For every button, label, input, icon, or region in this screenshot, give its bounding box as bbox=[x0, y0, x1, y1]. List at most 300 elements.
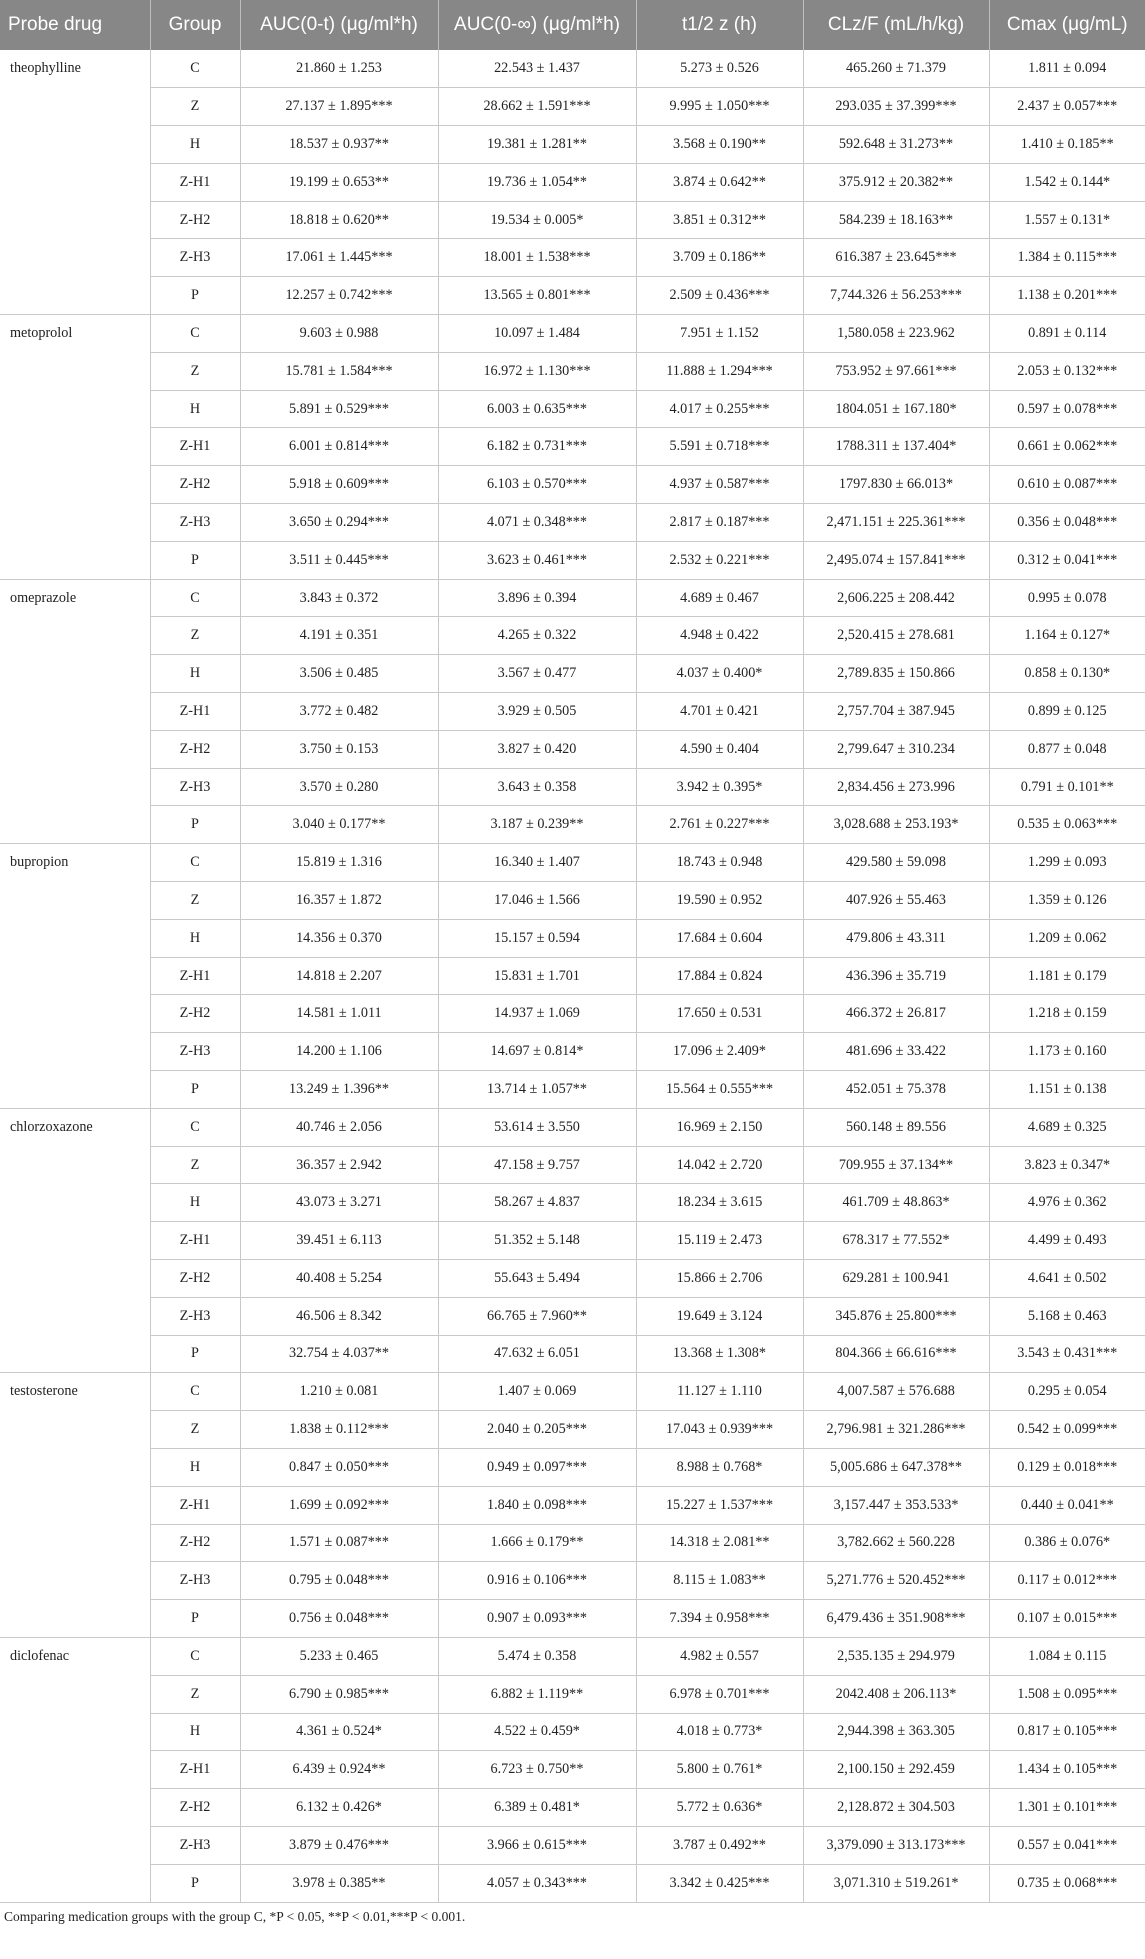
group-cell: P bbox=[150, 806, 240, 844]
table-row bbox=[0, 428, 1145, 466]
table-body bbox=[0, 50, 1145, 1902]
value-cell: 10.097 ± 1.484 bbox=[438, 315, 636, 353]
value-cell: 345.876 ± 25.800*** bbox=[803, 1297, 989, 1335]
value-cell: 0.995 ± 0.078 bbox=[989, 579, 1145, 617]
probe-drug-cell bbox=[0, 882, 150, 920]
probe-drug-cell bbox=[0, 1297, 150, 1335]
value-cell: 4.937 ± 0.587*** bbox=[636, 466, 803, 504]
group-cell: H bbox=[150, 1184, 240, 1222]
probe-drug-cell bbox=[0, 1033, 150, 1071]
table-row bbox=[0, 504, 1145, 542]
table-row bbox=[0, 617, 1145, 655]
value-cell: 2.437 ± 0.057*** bbox=[989, 88, 1145, 126]
value-cell: 1.164 ± 0.127* bbox=[989, 617, 1145, 655]
value-cell: 0.107 ± 0.015*** bbox=[989, 1600, 1145, 1638]
value-cell: 5,005.686 ± 647.378** bbox=[803, 1448, 989, 1486]
value-cell: 5,271.776 ± 520.452*** bbox=[803, 1562, 989, 1600]
value-cell: 66.765 ± 7.960** bbox=[438, 1297, 636, 1335]
value-cell: 3.187 ± 0.239** bbox=[438, 806, 636, 844]
table-row bbox=[0, 390, 1145, 428]
value-cell: 0.597 ± 0.078*** bbox=[989, 390, 1145, 428]
value-cell: 9.603 ± 0.988 bbox=[240, 315, 438, 353]
value-cell: 18.001 ± 1.538*** bbox=[438, 239, 636, 277]
value-cell: 11.127 ± 1.110 bbox=[636, 1373, 803, 1411]
value-cell: 1.557 ± 0.131* bbox=[989, 201, 1145, 239]
value-cell: 1.181 ± 0.179 bbox=[989, 957, 1145, 995]
value-cell: 3.874 ± 0.642** bbox=[636, 163, 803, 201]
table-row bbox=[0, 1448, 1145, 1486]
value-cell: 55.643 ± 5.494 bbox=[438, 1260, 636, 1298]
value-cell: 2042.408 ± 206.113* bbox=[803, 1675, 989, 1713]
value-cell: 2,789.835 ± 150.866 bbox=[803, 655, 989, 693]
group-cell: H bbox=[150, 919, 240, 957]
value-cell: 3.966 ± 0.615*** bbox=[438, 1826, 636, 1864]
probe-drug-cell bbox=[0, 1184, 150, 1222]
probe-drug-cell bbox=[0, 352, 150, 390]
value-cell: 1.359 ± 0.126 bbox=[989, 882, 1145, 920]
value-cell: 1,580.058 ± 223.962 bbox=[803, 315, 989, 353]
value-cell: 1788.311 ± 137.404* bbox=[803, 428, 989, 466]
value-cell: 1.301 ± 0.101*** bbox=[989, 1789, 1145, 1827]
value-cell: 7.394 ± 0.958*** bbox=[636, 1600, 803, 1638]
value-cell: 21.860 ± 1.253 bbox=[240, 50, 438, 88]
value-cell: 1.084 ± 0.115 bbox=[989, 1637, 1145, 1675]
probe-drug-cell bbox=[0, 126, 150, 164]
value-cell: 14.356 ± 0.370 bbox=[240, 919, 438, 957]
value-cell: 3.978 ± 0.385** bbox=[240, 1864, 438, 1902]
value-cell: 5.591 ± 0.718*** bbox=[636, 428, 803, 466]
value-cell: 17.684 ± 0.604 bbox=[636, 919, 803, 957]
table-row bbox=[0, 126, 1145, 164]
probe-drug-cell bbox=[0, 1222, 150, 1260]
value-cell: 51.352 ± 5.148 bbox=[438, 1222, 636, 1260]
value-cell: 0.795 ± 0.048*** bbox=[240, 1562, 438, 1600]
value-cell: 15.866 ± 2.706 bbox=[636, 1260, 803, 1298]
value-cell: 13.249 ± 1.396** bbox=[240, 1071, 438, 1109]
table-row bbox=[0, 957, 1145, 995]
value-cell: 1.151 ± 0.138 bbox=[989, 1071, 1145, 1109]
value-cell: 6.790 ± 0.985*** bbox=[240, 1675, 438, 1713]
value-cell: 2,471.151 ± 225.361*** bbox=[803, 504, 989, 542]
value-cell: 0.295 ± 0.054 bbox=[989, 1373, 1145, 1411]
group-cell: C bbox=[150, 1373, 240, 1411]
probe-drug-cell bbox=[0, 1071, 150, 1109]
value-cell: 293.035 ± 37.399*** bbox=[803, 88, 989, 126]
value-cell: 5.800 ± 0.761* bbox=[636, 1751, 803, 1789]
probe-drug-cell bbox=[0, 1260, 150, 1298]
value-cell: 3.896 ± 0.394 bbox=[438, 579, 636, 617]
value-cell: 3.942 ± 0.395* bbox=[636, 768, 803, 806]
table-row bbox=[0, 1675, 1145, 1713]
table-row bbox=[0, 1864, 1145, 1902]
table-row bbox=[0, 315, 1145, 353]
value-cell: 3.827 ± 0.420 bbox=[438, 730, 636, 768]
value-cell: 1.666 ± 0.179** bbox=[438, 1524, 636, 1562]
value-cell: 2,757.704 ± 387.945 bbox=[803, 693, 989, 731]
probe-drug-cell: chlorzoxazone bbox=[0, 1108, 150, 1146]
value-cell: 0.756 ± 0.048*** bbox=[240, 1600, 438, 1638]
value-cell: 1.410 ± 0.185** bbox=[989, 126, 1145, 164]
probe-drug-cell bbox=[0, 1751, 150, 1789]
group-cell: C bbox=[150, 844, 240, 882]
value-cell: 36.357 ± 2.942 bbox=[240, 1146, 438, 1184]
group-cell: Z bbox=[150, 1675, 240, 1713]
value-cell: 40.746 ± 2.056 bbox=[240, 1108, 438, 1146]
group-cell: P bbox=[150, 277, 240, 315]
value-cell: 19.381 ± 1.281** bbox=[438, 126, 636, 164]
value-cell: 0.356 ± 0.048*** bbox=[989, 504, 1145, 542]
value-cell: 6.978 ± 0.701*** bbox=[636, 1675, 803, 1713]
probe-drug-cell: bupropion bbox=[0, 844, 150, 882]
probe-drug-cell: metoprolol bbox=[0, 315, 150, 353]
group-cell: Z-H1 bbox=[150, 1486, 240, 1524]
value-cell: 3,028.688 ± 253.193* bbox=[803, 806, 989, 844]
probe-drug-cell bbox=[0, 1146, 150, 1184]
table-row bbox=[0, 1222, 1145, 1260]
value-cell: 4.982 ± 0.557 bbox=[636, 1637, 803, 1675]
value-cell: 15.819 ± 1.316 bbox=[240, 844, 438, 882]
value-cell: 4.701 ± 0.421 bbox=[636, 693, 803, 731]
table-row bbox=[0, 1637, 1145, 1675]
value-cell: 15.119 ± 2.473 bbox=[636, 1222, 803, 1260]
value-cell: 8.988 ± 0.768* bbox=[636, 1448, 803, 1486]
value-cell: 15.831 ± 1.701 bbox=[438, 957, 636, 995]
group-cell: P bbox=[150, 541, 240, 579]
table-row bbox=[0, 768, 1145, 806]
value-cell: 2,495.074 ± 157.841*** bbox=[803, 541, 989, 579]
value-cell: 560.148 ± 89.556 bbox=[803, 1108, 989, 1146]
group-cell: Z-H2 bbox=[150, 995, 240, 1033]
table-row bbox=[0, 1486, 1145, 1524]
value-cell: 436.396 ± 35.719 bbox=[803, 957, 989, 995]
value-cell: 17.043 ± 0.939*** bbox=[636, 1411, 803, 1449]
table-row bbox=[0, 844, 1145, 882]
value-cell: 479.806 ± 43.311 bbox=[803, 919, 989, 957]
group-cell: Z bbox=[150, 617, 240, 655]
table-row bbox=[0, 1146, 1145, 1184]
value-cell: 2,520.415 ± 278.681 bbox=[803, 617, 989, 655]
value-cell: 3.823 ± 0.347* bbox=[989, 1146, 1145, 1184]
probe-drug-cell bbox=[0, 957, 150, 995]
value-cell: 0.891 ± 0.114 bbox=[989, 315, 1145, 353]
value-cell: 14.818 ± 2.207 bbox=[240, 957, 438, 995]
group-cell: Z-H2 bbox=[150, 1260, 240, 1298]
table-row bbox=[0, 239, 1145, 277]
value-cell: 3.543 ± 0.431*** bbox=[989, 1335, 1145, 1373]
value-cell: 804.366 ± 66.616*** bbox=[803, 1335, 989, 1373]
value-cell: 2,799.647 ± 310.234 bbox=[803, 730, 989, 768]
probe-drug-cell bbox=[0, 428, 150, 466]
table-row bbox=[0, 1524, 1145, 1562]
value-cell: 18.818 ± 0.620** bbox=[240, 201, 438, 239]
probe-drug-cell: omeprazole bbox=[0, 579, 150, 617]
table-row bbox=[0, 1335, 1145, 1373]
value-cell: 53.614 ± 3.550 bbox=[438, 1108, 636, 1146]
value-cell: 375.912 ± 20.382** bbox=[803, 163, 989, 201]
value-cell: 4.641 ± 0.502 bbox=[989, 1260, 1145, 1298]
table-row bbox=[0, 1789, 1145, 1827]
value-cell: 4.499 ± 0.493 bbox=[989, 1222, 1145, 1260]
value-cell: 2.817 ± 0.187*** bbox=[636, 504, 803, 542]
value-cell: 2,834.456 ± 273.996 bbox=[803, 768, 989, 806]
value-cell: 584.239 ± 18.163** bbox=[803, 201, 989, 239]
probe-drug-cell bbox=[0, 1486, 150, 1524]
group-cell: Z-H2 bbox=[150, 730, 240, 768]
value-cell: 46.506 ± 8.342 bbox=[240, 1297, 438, 1335]
value-cell: 2.040 ± 0.205*** bbox=[438, 1411, 636, 1449]
probe-drug-cell bbox=[0, 655, 150, 693]
probe-drug-cell bbox=[0, 730, 150, 768]
group-cell: Z-H2 bbox=[150, 466, 240, 504]
value-cell: 0.661 ± 0.062*** bbox=[989, 428, 1145, 466]
value-cell: 18.537 ± 0.937** bbox=[240, 126, 438, 164]
value-cell: 0.535 ± 0.063*** bbox=[989, 806, 1145, 844]
value-cell: 1.508 ± 0.095*** bbox=[989, 1675, 1145, 1713]
probe-drug-cell bbox=[0, 201, 150, 239]
table-row bbox=[0, 919, 1145, 957]
value-cell: 3,379.090 ± 313.173*** bbox=[803, 1826, 989, 1864]
value-cell: 0.949 ± 0.097*** bbox=[438, 1448, 636, 1486]
value-cell: 4,007.587 ± 576.688 bbox=[803, 1373, 989, 1411]
value-cell: 17.884 ± 0.824 bbox=[636, 957, 803, 995]
value-cell: 3.843 ± 0.372 bbox=[240, 579, 438, 617]
value-cell: 19.649 ± 3.124 bbox=[636, 1297, 803, 1335]
group-cell: Z-H3 bbox=[150, 1033, 240, 1071]
value-cell: 13.368 ± 1.308* bbox=[636, 1335, 803, 1373]
value-cell: 0.557 ± 0.041*** bbox=[989, 1826, 1145, 1864]
table-row bbox=[0, 201, 1145, 239]
table-row bbox=[0, 1373, 1145, 1411]
value-cell: 1.138 ± 0.201*** bbox=[989, 277, 1145, 315]
group-cell: Z-H1 bbox=[150, 957, 240, 995]
value-cell: 40.408 ± 5.254 bbox=[240, 1260, 438, 1298]
group-cell: Z-H3 bbox=[150, 239, 240, 277]
header-cmax: Cmax (μg/mL) bbox=[989, 0, 1145, 50]
table-row bbox=[0, 579, 1145, 617]
group-cell: P bbox=[150, 1335, 240, 1373]
probe-drug-cell bbox=[0, 693, 150, 731]
value-cell: 2,535.135 ± 294.979 bbox=[803, 1637, 989, 1675]
value-cell: 6.003 ± 0.635*** bbox=[438, 390, 636, 428]
table-row bbox=[0, 882, 1145, 920]
value-cell: 16.357 ± 1.872 bbox=[240, 882, 438, 920]
value-cell: 4.948 ± 0.422 bbox=[636, 617, 803, 655]
group-cell: Z-H2 bbox=[150, 1789, 240, 1827]
group-cell: P bbox=[150, 1864, 240, 1902]
value-cell: 616.387 ± 23.645*** bbox=[803, 239, 989, 277]
value-cell: 18.743 ± 0.948 bbox=[636, 844, 803, 882]
probe-drug-cell bbox=[0, 239, 150, 277]
value-cell: 4.018 ± 0.773* bbox=[636, 1713, 803, 1751]
value-cell: 1.571 ± 0.087*** bbox=[240, 1524, 438, 1562]
value-cell: 2.509 ± 0.436*** bbox=[636, 277, 803, 315]
value-cell: 1.407 ± 0.069 bbox=[438, 1373, 636, 1411]
table-row bbox=[0, 693, 1145, 731]
value-cell: 0.847 ± 0.050*** bbox=[240, 1448, 438, 1486]
probe-drug-cell bbox=[0, 1335, 150, 1373]
value-cell: 15.564 ± 0.555*** bbox=[636, 1071, 803, 1109]
value-cell: 3,157.447 ± 353.533* bbox=[803, 1486, 989, 1524]
value-cell: 3.570 ± 0.280 bbox=[240, 768, 438, 806]
probe-drug-cell bbox=[0, 1826, 150, 1864]
value-cell: 753.952 ± 97.661*** bbox=[803, 352, 989, 390]
group-cell: Z-H1 bbox=[150, 1222, 240, 1260]
value-cell: 2,944.398 ± 363.305 bbox=[803, 1713, 989, 1751]
group-cell: Z-H2 bbox=[150, 1524, 240, 1562]
table-row bbox=[0, 1751, 1145, 1789]
value-cell: 466.372 ± 26.817 bbox=[803, 995, 989, 1033]
group-cell: H bbox=[150, 1448, 240, 1486]
value-cell: 3.709 ± 0.186** bbox=[636, 239, 803, 277]
probe-drug-cell bbox=[0, 504, 150, 542]
value-cell: 58.267 ± 4.837 bbox=[438, 1184, 636, 1222]
group-cell: C bbox=[150, 1637, 240, 1675]
value-cell: 15.781 ± 1.584*** bbox=[240, 352, 438, 390]
value-cell: 5.474 ± 0.358 bbox=[438, 1637, 636, 1675]
table-row bbox=[0, 466, 1145, 504]
value-cell: 5.891 ± 0.529*** bbox=[240, 390, 438, 428]
probe-drug-cell bbox=[0, 541, 150, 579]
value-cell: 4.265 ± 0.322 bbox=[438, 617, 636, 655]
probe-drug-cell bbox=[0, 768, 150, 806]
value-cell: 27.137 ± 1.895*** bbox=[240, 88, 438, 126]
value-cell: 17.046 ± 1.566 bbox=[438, 882, 636, 920]
group-cell: P bbox=[150, 1600, 240, 1638]
value-cell: 0.735 ± 0.068*** bbox=[989, 1864, 1145, 1902]
value-cell: 4.689 ± 0.467 bbox=[636, 579, 803, 617]
table-row bbox=[0, 163, 1145, 201]
value-cell: 6.439 ± 0.924** bbox=[240, 1751, 438, 1789]
table-row bbox=[0, 88, 1145, 126]
group-cell: H bbox=[150, 126, 240, 164]
value-cell: 5.168 ± 0.463 bbox=[989, 1297, 1145, 1335]
value-cell: 5.918 ± 0.609*** bbox=[240, 466, 438, 504]
table-row bbox=[0, 655, 1145, 693]
table-row bbox=[0, 541, 1145, 579]
value-cell: 592.648 ± 31.273** bbox=[803, 126, 989, 164]
header-clearance: CLz/F (mL/h/kg) bbox=[803, 0, 989, 50]
value-cell: 12.257 ± 0.742*** bbox=[240, 277, 438, 315]
value-cell: 13.714 ± 1.057** bbox=[438, 1071, 636, 1109]
value-cell: 0.117 ± 0.012*** bbox=[989, 1562, 1145, 1600]
probe-drug-cell bbox=[0, 390, 150, 428]
value-cell: 1804.051 ± 167.180* bbox=[803, 390, 989, 428]
group-cell: Z-H1 bbox=[150, 693, 240, 731]
value-cell: 14.042 ± 2.720 bbox=[636, 1146, 803, 1184]
probe-drug-cell bbox=[0, 466, 150, 504]
value-cell: 14.318 ± 2.081** bbox=[636, 1524, 803, 1562]
value-cell: 2.053 ± 0.132*** bbox=[989, 352, 1145, 390]
group-cell: Z bbox=[150, 882, 240, 920]
probe-drug-cell bbox=[0, 1713, 150, 1751]
value-cell: 429.580 ± 59.098 bbox=[803, 844, 989, 882]
value-cell: 3.750 ± 0.153 bbox=[240, 730, 438, 768]
probe-drug-cell bbox=[0, 1675, 150, 1713]
probe-drug-cell bbox=[0, 617, 150, 655]
header-probe-drug: Probe drug bbox=[0, 0, 150, 50]
probe-drug-cell bbox=[0, 1411, 150, 1449]
value-cell: 3.040 ± 0.177** bbox=[240, 806, 438, 844]
value-cell: 6.132 ± 0.426* bbox=[240, 1789, 438, 1827]
value-cell: 47.158 ± 9.757 bbox=[438, 1146, 636, 1184]
value-cell: 4.017 ± 0.255*** bbox=[636, 390, 803, 428]
group-cell: C bbox=[150, 315, 240, 353]
group-cell: Z-H1 bbox=[150, 428, 240, 466]
value-cell: 5.772 ± 0.636* bbox=[636, 1789, 803, 1827]
table-row bbox=[0, 1184, 1145, 1222]
value-cell: 17.650 ± 0.531 bbox=[636, 995, 803, 1033]
table-row bbox=[0, 1260, 1145, 1298]
value-cell: 1.811 ± 0.094 bbox=[989, 50, 1145, 88]
value-cell: 0.899 ± 0.125 bbox=[989, 693, 1145, 731]
value-cell: 2,796.981 ± 321.286*** bbox=[803, 1411, 989, 1449]
value-cell: 16.969 ± 2.150 bbox=[636, 1108, 803, 1146]
value-cell: 13.565 ± 0.801*** bbox=[438, 277, 636, 315]
probe-drug-cell bbox=[0, 163, 150, 201]
value-cell: 17.061 ± 1.445*** bbox=[240, 239, 438, 277]
group-cell: C bbox=[150, 1108, 240, 1146]
table-row bbox=[0, 1108, 1145, 1146]
value-cell: 0.312 ± 0.041*** bbox=[989, 541, 1145, 579]
table-row bbox=[0, 1600, 1145, 1638]
value-cell: 4.522 ± 0.459* bbox=[438, 1713, 636, 1751]
value-cell: 1.299 ± 0.093 bbox=[989, 844, 1145, 882]
value-cell: 15.227 ± 1.537*** bbox=[636, 1486, 803, 1524]
group-cell: Z bbox=[150, 1146, 240, 1184]
group-cell: H bbox=[150, 655, 240, 693]
value-cell: 461.709 ± 48.863* bbox=[803, 1184, 989, 1222]
value-cell: 0.610 ± 0.087*** bbox=[989, 466, 1145, 504]
value-cell: 7.951 ± 1.152 bbox=[636, 315, 803, 353]
value-cell: 18.234 ± 3.615 bbox=[636, 1184, 803, 1222]
group-cell: C bbox=[150, 50, 240, 88]
value-cell: 32.754 ± 4.037** bbox=[240, 1335, 438, 1373]
value-cell: 17.096 ± 2.409* bbox=[636, 1033, 803, 1071]
value-cell: 43.073 ± 3.271 bbox=[240, 1184, 438, 1222]
probe-drug-cell bbox=[0, 1600, 150, 1638]
table-row bbox=[0, 50, 1145, 88]
header-auc-0-t: AUC(0-t) (μg/ml*h) bbox=[240, 0, 438, 50]
value-cell: 678.317 ± 77.552* bbox=[803, 1222, 989, 1260]
value-cell: 3,782.662 ± 560.228 bbox=[803, 1524, 989, 1562]
probe-drug-cell: testosterone bbox=[0, 1373, 150, 1411]
value-cell: 3.787 ± 0.492** bbox=[636, 1826, 803, 1864]
value-cell: 0.817 ± 0.105*** bbox=[989, 1713, 1145, 1751]
group-cell: Z-H3 bbox=[150, 1297, 240, 1335]
value-cell: 1797.830 ± 66.013* bbox=[803, 466, 989, 504]
group-cell: Z-H1 bbox=[150, 163, 240, 201]
value-cell: 8.115 ± 1.083** bbox=[636, 1562, 803, 1600]
table-footnote: Comparing medication groups with the group C, *P < 0.05, **P < 0.01,***P < 0.001. bbox=[4, 1908, 466, 1924]
value-cell: 1.699 ± 0.092*** bbox=[240, 1486, 438, 1524]
value-cell: 14.697 ± 0.814* bbox=[438, 1033, 636, 1071]
table-row bbox=[0, 1411, 1145, 1449]
value-cell: 2.761 ± 0.227*** bbox=[636, 806, 803, 844]
value-cell: 19.199 ± 0.653** bbox=[240, 163, 438, 201]
value-cell: 1.840 ± 0.098*** bbox=[438, 1486, 636, 1524]
group-cell: H bbox=[150, 1713, 240, 1751]
value-cell: 1.838 ± 0.112*** bbox=[240, 1411, 438, 1449]
value-cell: 0.858 ± 0.130* bbox=[989, 655, 1145, 693]
table-row bbox=[0, 730, 1145, 768]
value-cell: 15.157 ± 0.594 bbox=[438, 919, 636, 957]
value-cell: 6.389 ± 0.481* bbox=[438, 1789, 636, 1827]
value-cell: 3.568 ± 0.190** bbox=[636, 126, 803, 164]
probe-drug-cell: theophylline bbox=[0, 50, 150, 88]
table-row bbox=[0, 352, 1145, 390]
group-cell: Z bbox=[150, 1411, 240, 1449]
value-cell: 1.542 ± 0.144* bbox=[989, 163, 1145, 201]
